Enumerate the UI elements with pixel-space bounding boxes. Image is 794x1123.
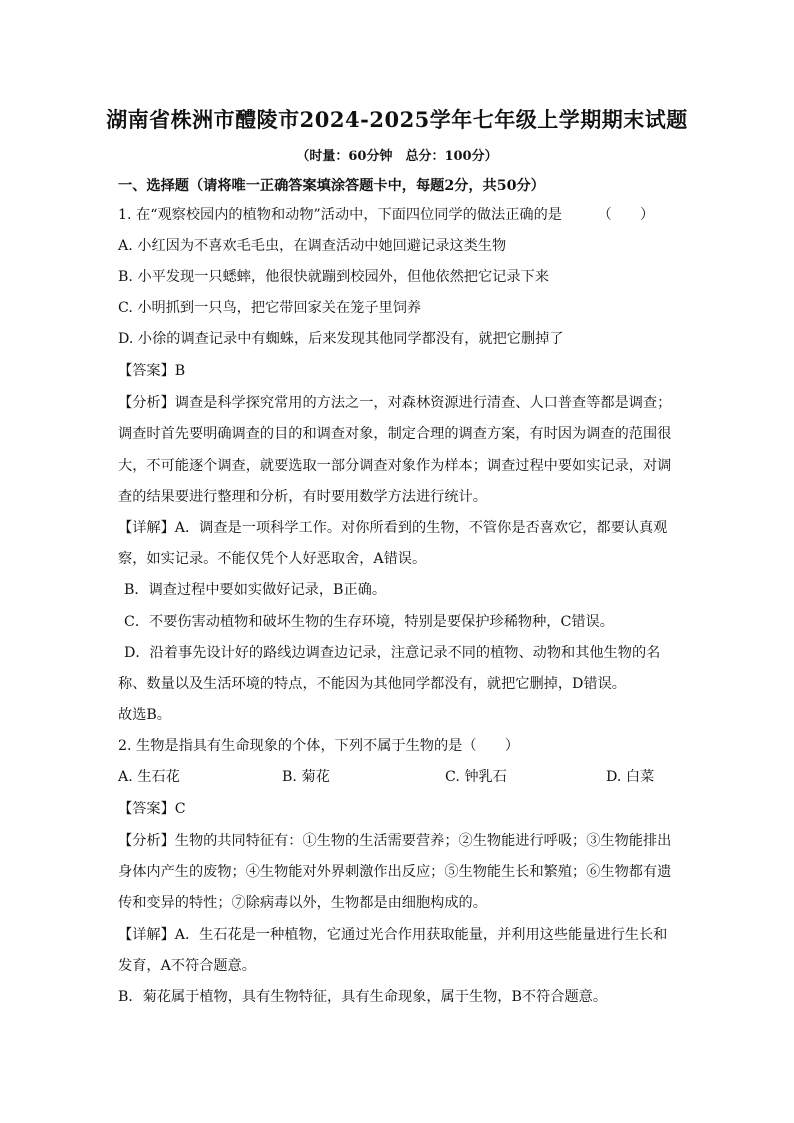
- question-1-detail: 【详解】A．调查是一项科学工作。对你所看到的生物，不管你是否喜欢它，都要认真观: [118, 520, 668, 536]
- question-2-option-c: C. 钟乳石: [445, 769, 507, 785]
- question-2-option-a: A. 生石花: [118, 769, 180, 785]
- question-1-analysis: 【分析】调查是科学探究常用的方法之一，对森林资源进行清查、人口普查等都是调查；: [118, 395, 672, 411]
- question-2-detail: 发育，A不符合题意。: [118, 958, 256, 974]
- question-1-option-d: D. 小徐的调查记录中有蜘蛛，后来发现其他同学都没有，就把它删掉了: [118, 331, 564, 347]
- question-2-analysis: 传和变异的特性；⑦除病毒以外，生物都是由细胞构成的。: [118, 895, 487, 911]
- question-2-stem: 2. 生物是指具有生命现象的个体，下列不属于生物的是（ ）: [118, 738, 520, 754]
- question-2-detail: 【详解】A．生石花是一种植物，它通过光合作用获取能量，并利用这些能量进行生长和: [118, 927, 668, 943]
- question-2-analysis: 身体内产生的废物；④生物能对外界刺激作出反应；⑤生物能生长和繁殖；⑥生物都有遗: [118, 864, 672, 880]
- question-1-option-c: C. 小明抓到一只鸟，把它带回家关在笼子里饲养: [118, 300, 422, 316]
- section-heading: 一、选择题（请将唯一正确答案填涂答题卡中，每题2分，共50分）: [118, 178, 545, 194]
- question-2-analysis: 【分析】生物的共同特征有：①生物的生活需要营养；②生物能进行呼吸；③生物能排出: [118, 833, 672, 849]
- question-1-option-b: B. 小平发现一只蟋蟀，他很快就蹦到校园外，但他依然把它记录下来: [118, 269, 549, 285]
- question-2-answer: 【答案】C: [118, 801, 186, 817]
- page-title: 湖南省株洲市醴陵市2024-2025学年七年级上学期期末试题: [106, 107, 688, 132]
- question-1-detail: B．调查过程中要如实做好记录，B正确。: [124, 582, 387, 598]
- question-2-option-b: B. 菊花: [282, 769, 330, 785]
- question-1-answer: 【答案】B: [118, 363, 186, 379]
- question-2-detail: B．菊花属于植物，具有生物特征，具有生命现象，属于生物，B不符合题意。: [118, 989, 608, 1005]
- question-1-detail: 察，如实记录。不能仅凭个人好恶取舍，A错误。: [118, 551, 427, 567]
- question-1-analysis: 调查时首先要明确调查的目的和调查对象，制定合理的调查方案，有时因为调查的范围很: [118, 426, 672, 442]
- question-1-detail: D．沿着事先设计好的路线边调查边记录，注意记录不同的植物、动物和其他生物的名: [124, 645, 661, 661]
- question-1-conclusion: 故选B。: [118, 707, 171, 723]
- exam-info: （时量：60分钟 总分：100分）: [296, 149, 498, 164]
- question-1-analysis: 大，不可能逐个调查，就要选取一部分调查对象作为样本；调查过程中要如实记录，对调: [118, 458, 672, 474]
- question-1-detail: 称、数量以及生活环境的特点，不能因为其他同学都没有，就把它删掉，D错误。: [118, 676, 626, 692]
- question-1-option-a: A. 小红因为不喜欢毛毛虫，在调查活动中她回避记录这类生物: [118, 238, 507, 254]
- question-1-detail: C．不要伤害动植物和破坏生物的生存环境，特别是要保护珍稀物种，C错误。: [124, 614, 614, 630]
- question-1-analysis: 查的结果要进行整理和分析，有时要用数学方法进行统计。: [118, 489, 487, 505]
- question-2-option-d: D. 白菜: [606, 769, 655, 785]
- question-1-stem: 1. 在“观察校园内的植物和动物”活动中，下面四位同学的做法正确的是 （ ）: [118, 207, 655, 223]
